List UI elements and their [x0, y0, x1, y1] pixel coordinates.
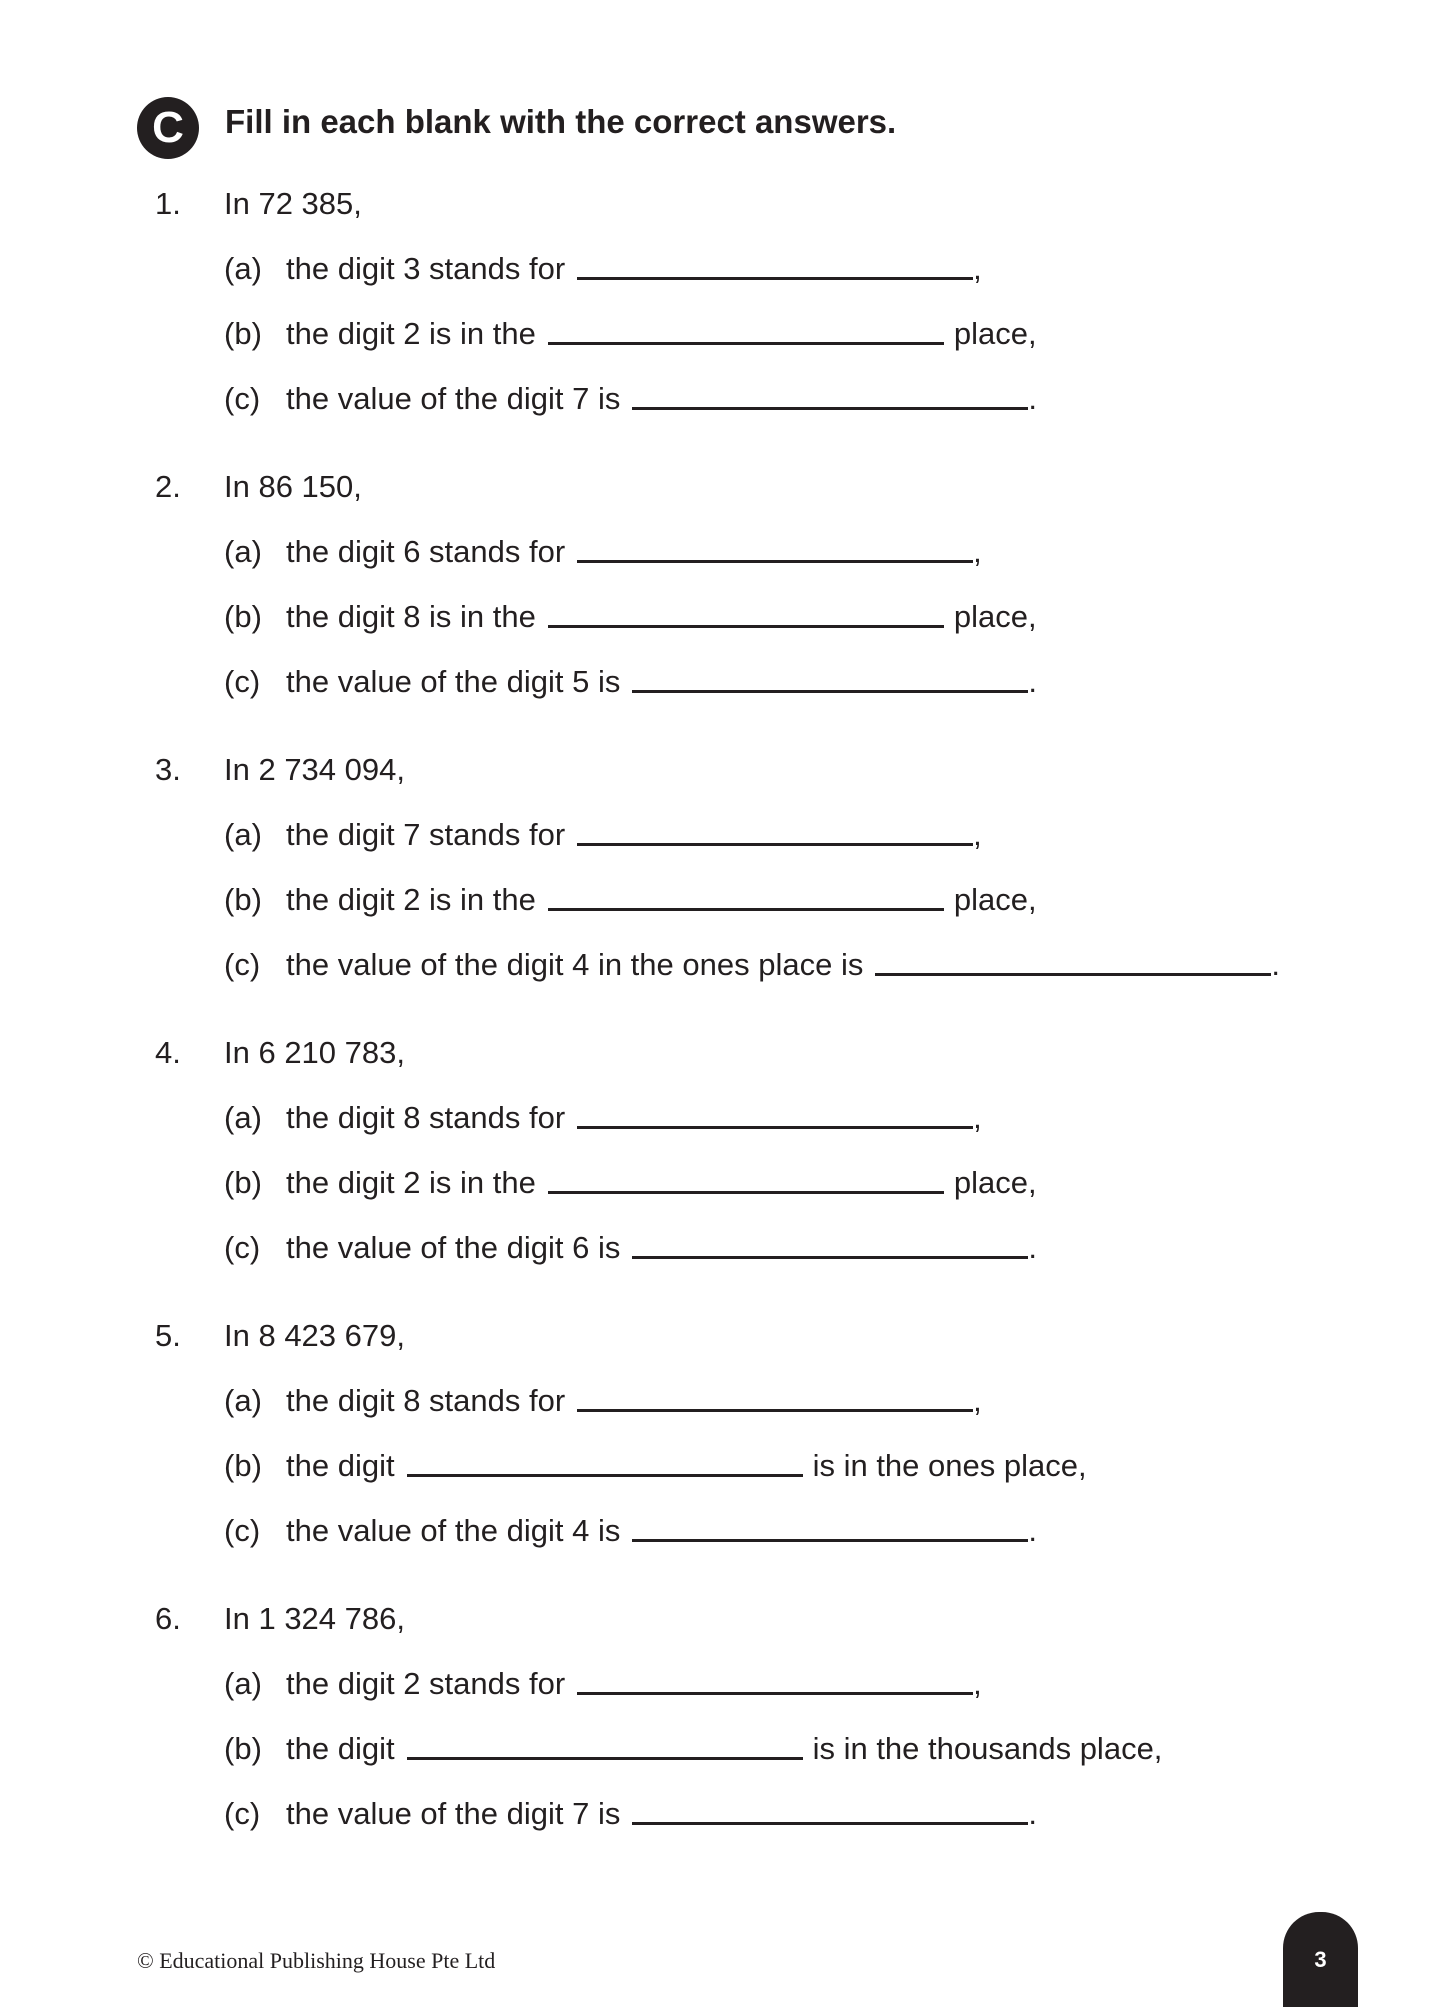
- question-number: 3.: [155, 752, 181, 787]
- part-label: (c): [224, 1230, 261, 1265]
- part-text: the digit 8 stands for: [286, 1383, 566, 1418]
- answer-blank[interactable]: [548, 1190, 944, 1194]
- part-text: the digit 7 stands for: [286, 817, 566, 852]
- part-text: the value of the digit 6 is: [286, 1230, 621, 1265]
- answer-blank[interactable]: [632, 1255, 1028, 1259]
- answer-blank[interactable]: [407, 1473, 803, 1477]
- part-suffix: place,: [953, 316, 1037, 351]
- part-label: (a): [224, 534, 262, 569]
- question-stem: In 8 423 679,: [224, 1318, 405, 1353]
- part-text: the value of the digit 4 is: [286, 1513, 621, 1548]
- question-part-c: [224, 664, 1037, 700]
- question-part-b: [224, 316, 1037, 352]
- footer-copyright: © Educational Publishing House Pte Ltd: [137, 1948, 496, 1973]
- part-suffix: place,: [953, 882, 1037, 917]
- question-part-b: [224, 599, 1037, 635]
- part-suffix: ,: [973, 1666, 982, 1701]
- part-text: the digit 3 stands for: [286, 251, 566, 286]
- question-part-c: [224, 381, 1037, 417]
- section-instruction: Fill in each blank with the correct answers.: [225, 103, 897, 140]
- part-suffix: ,: [973, 534, 982, 569]
- part-label: (a): [224, 251, 262, 286]
- answer-blank[interactable]: [632, 689, 1028, 693]
- part-suffix: is in the thousands place,: [812, 1731, 1163, 1766]
- question-part-b: [224, 882, 1037, 918]
- part-text: the digit: [286, 1731, 395, 1766]
- answer-blank[interactable]: [577, 276, 973, 280]
- part-label: (b): [224, 1165, 262, 1200]
- part-suffix: ,: [973, 1383, 982, 1418]
- answer-blank[interactable]: [632, 1821, 1028, 1825]
- question-part-b: [224, 1165, 1037, 1201]
- part-text: the value of the digit 7 is: [286, 381, 621, 416]
- part-suffix: .: [1028, 664, 1037, 699]
- answer-blank[interactable]: [548, 907, 944, 911]
- part-label: (c): [224, 1513, 261, 1548]
- question-part-c: [224, 947, 1280, 983]
- part-suffix: .: [1028, 1230, 1037, 1265]
- part-suffix: place,: [953, 599, 1037, 634]
- part-text: the value of the digit 4 in the ones place is: [286, 947, 864, 982]
- part-label: (c): [224, 1796, 261, 1831]
- part-text: the digit 8 stands for: [286, 1100, 566, 1135]
- part-text: the digit 2 is in the: [286, 882, 536, 917]
- question-part-c: [224, 1796, 1037, 1832]
- answer-blank[interactable]: [577, 842, 973, 846]
- part-text: the digit 6 stands for: [286, 534, 566, 569]
- question-number: 4.: [155, 1035, 181, 1070]
- part-suffix: .: [1271, 947, 1280, 982]
- answer-blank[interactable]: [632, 1538, 1028, 1542]
- question-stem: In 1 324 786,: [224, 1601, 405, 1636]
- page-number-tab: [1283, 1912, 1358, 2007]
- part-label: (b): [224, 1448, 262, 1483]
- page-number: 3: [1314, 1946, 1327, 1972]
- part-label: (a): [224, 817, 262, 852]
- question-part-a: [224, 251, 982, 287]
- part-suffix: .: [1028, 1513, 1037, 1548]
- answer-blank[interactable]: [548, 624, 944, 628]
- answer-blank[interactable]: [875, 972, 1271, 976]
- part-suffix: place,: [953, 1165, 1037, 1200]
- answer-blank[interactable]: [407, 1756, 803, 1760]
- part-suffix: is in the ones place,: [812, 1448, 1087, 1483]
- part-label: (a): [224, 1383, 262, 1418]
- answer-blank[interactable]: [548, 341, 944, 345]
- answer-blank[interactable]: [577, 1408, 973, 1412]
- part-label: (a): [224, 1100, 262, 1135]
- question-part-c: [224, 1513, 1037, 1549]
- question-number: 5.: [155, 1318, 181, 1353]
- part-label: (b): [224, 882, 262, 917]
- question-part-a: [224, 1383, 982, 1419]
- question-part-c: [224, 1230, 1037, 1266]
- answer-blank[interactable]: [577, 559, 973, 563]
- part-text: the digit 2 stands for: [286, 1666, 566, 1701]
- part-label: (a): [224, 1666, 262, 1701]
- question-number: 2.: [155, 469, 181, 504]
- question-part-b: [224, 1731, 1162, 1767]
- part-text: the digit: [286, 1448, 395, 1483]
- part-suffix: .: [1028, 381, 1037, 416]
- part-suffix: .: [1028, 1796, 1037, 1831]
- section-header: [137, 97, 897, 159]
- section-badge: C: [137, 97, 199, 159]
- part-suffix: ,: [973, 1100, 982, 1135]
- part-label: (b): [224, 1731, 262, 1766]
- part-text: the digit 8 is in the: [286, 599, 536, 634]
- part-suffix: ,: [973, 817, 982, 852]
- question-stem: In 6 210 783,: [224, 1035, 405, 1070]
- part-label: (c): [224, 664, 261, 699]
- question-part-a: [224, 817, 982, 853]
- answer-blank[interactable]: [632, 406, 1028, 410]
- part-label: (c): [224, 947, 261, 982]
- part-text: the digit 2 is in the: [286, 316, 536, 351]
- question-part-a: [224, 1100, 982, 1136]
- question-stem: In 2 734 094,: [224, 752, 405, 787]
- question-stem: In 86 150,: [224, 469, 362, 504]
- part-text: the value of the digit 5 is: [286, 664, 621, 699]
- answer-blank[interactable]: [577, 1691, 973, 1695]
- answer-blank[interactable]: [577, 1125, 973, 1129]
- question-part-a: [224, 534, 982, 570]
- question-number: 1.: [155, 186, 181, 221]
- question-stem: In 72 385,: [224, 186, 362, 221]
- question-part-b: [224, 1448, 1087, 1484]
- part-label: (b): [224, 316, 262, 351]
- part-label: (c): [224, 381, 261, 416]
- question-part-a: [224, 1666, 982, 1702]
- part-text: the digit 2 is in the: [286, 1165, 536, 1200]
- question-number: 6.: [155, 1601, 181, 1636]
- part-text: the value of the digit 7 is: [286, 1796, 621, 1831]
- part-label: (b): [224, 599, 262, 634]
- part-suffix: ,: [973, 251, 982, 286]
